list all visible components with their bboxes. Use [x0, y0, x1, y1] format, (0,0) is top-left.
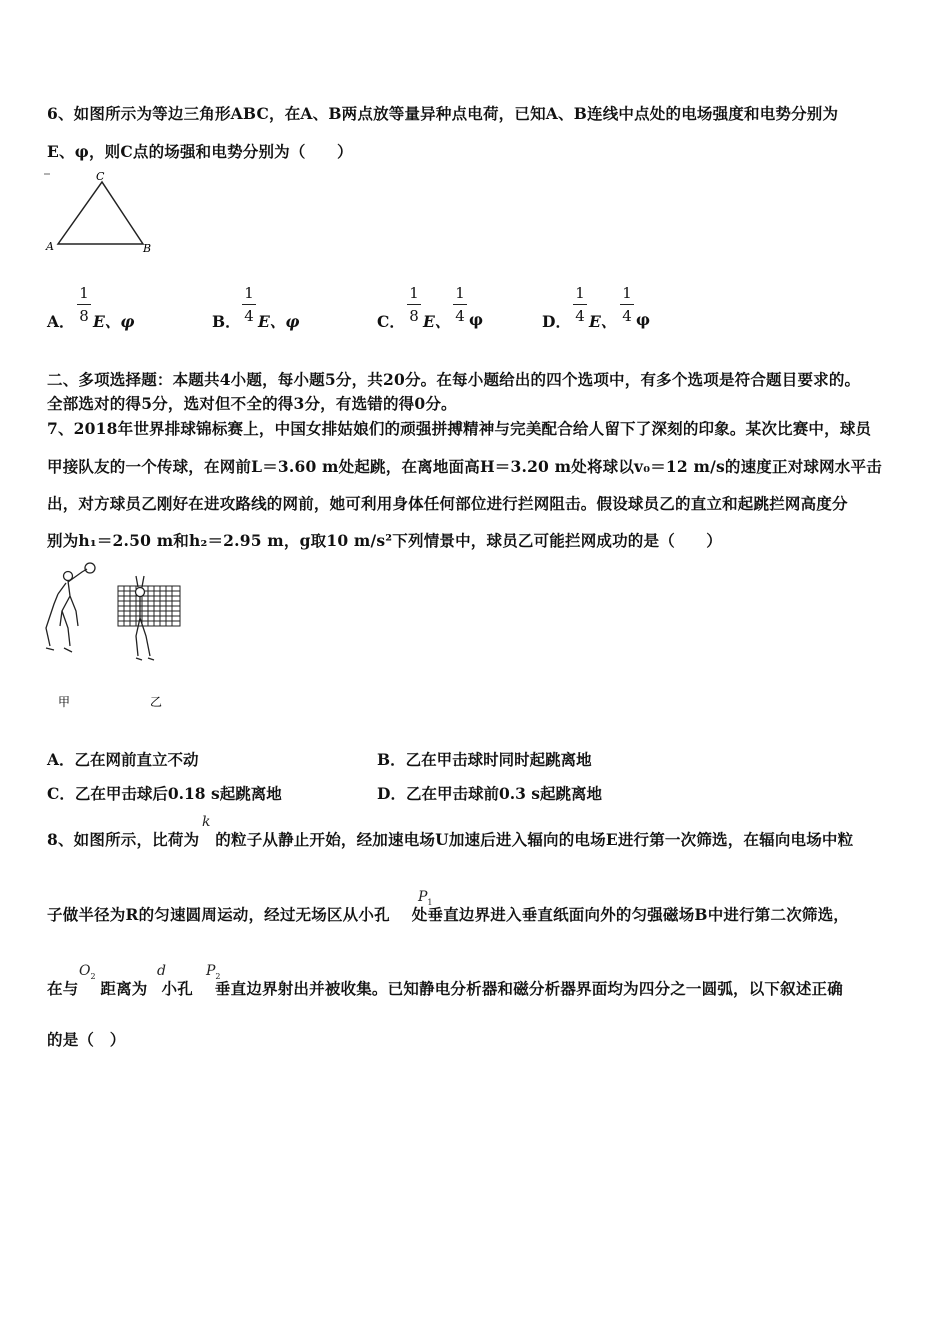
net-drawing — [118, 586, 180, 626]
label-a: A — [46, 240, 54, 253]
option-letter: B． — [212, 312, 241, 331]
q8-line1: 8、如图所示，比荷为 的粒子从静止开始，经加速电场U加速后进入辐向的电场E进行第一次筛选，在辐向电场中粒 — [47, 830, 854, 849]
symbol-d: d — [157, 963, 166, 979]
option-text: E、φ — [93, 312, 135, 331]
fraction: 1 8 — [77, 284, 91, 325]
q6-line2: E、φ，则C点的场强和电势分别为（ ） — [47, 142, 353, 161]
triangle-shape — [58, 182, 143, 244]
fraction: 1 8 — [407, 284, 421, 325]
fraction: 1 4 — [573, 284, 587, 325]
q7-line4: 别为h₁＝2.50 m和h₂＝2.95 m，g取10 m/s²下列情景中，球员乙可能拦网成功的是（ ） — [47, 531, 722, 550]
q7-line1: 7、2018年世界排球锦标赛上，中国女排姑娘们的顽强拼搏精神与完美配合给人留下了深刻的印象。某次比赛中，球员 — [47, 419, 872, 438]
fraction: 1 4 — [242, 284, 256, 325]
q7-option-a[interactable]: A．乙在网前直立不动 — [47, 750, 199, 769]
option-text: φ — [636, 310, 651, 329]
symbol-k: k — [202, 814, 211, 830]
label-c: C — [96, 170, 105, 183]
option-text: E、φ — [258, 312, 300, 331]
option-letter: C． — [377, 312, 405, 331]
q7-option-d[interactable]: D．乙在甲击球前0.3 s起跳离地 — [377, 784, 603, 803]
option-text: E、 — [589, 312, 617, 331]
option-text: E、 — [423, 312, 451, 331]
section2-line2: 全部选对的得5分，选对但不全的得3分，有选错的得0分。 — [47, 394, 457, 413]
option-letter: A． — [47, 312, 75, 331]
q7-line2: 甲接队友的一个传球，在网前L＝3.60 m处起跳，在离地面高H＝3.20 m处将球以v₀＝12 m/s的速度正对球网水平击 — [47, 457, 882, 476]
option-text: φ — [469, 310, 484, 329]
label-jia: 甲 — [58, 695, 71, 709]
symbol-p1: $P_1$ — [418, 889, 433, 907]
player-jia-drawing — [46, 563, 95, 652]
triangle-abc-figure — [40, 168, 160, 260]
q8-line3: 在与 距离为 小孔 垂直边界射出并被收集。已知静电分析器和磁分析器界面均为四分之一圆弧，以下叙述正确 — [47, 979, 843, 998]
volleyball-figure — [40, 556, 200, 716]
player-yi-drawing — [136, 576, 155, 660]
q6-line1: 6、如图所示为等边三角形ABC，在A、B两点放等量异种点电荷，已知A、B连线中点处的电场强度和电势分别为 — [47, 104, 839, 123]
q7-option-c[interactable]: C．乙在甲击球后0.18 s起跳离地 — [47, 784, 282, 803]
option-letter: D． — [542, 312, 571, 331]
label-b: B — [143, 242, 152, 255]
symbol-o2: $O_2$ — [79, 963, 96, 981]
q8-line2: 子做半径为R的匀速圆周运动，经过无场区从小孔 处垂直边界进入垂直纸面向外的匀强磁场B中进行第二次筛选， — [47, 905, 849, 924]
symbol-p2: $P_2$ — [206, 963, 221, 981]
label-yi: 乙 — [150, 695, 163, 709]
fraction: 1 4 — [620, 284, 634, 325]
q7-line3: 出，对方球员乙刚好在进攻路线的网前，她可利用身体任何部位进行拦网阻击。假设球员乙的直立和起跳拦网高度分 — [47, 494, 848, 513]
q8-line4: 的是（ ） — [47, 1030, 126, 1049]
fraction: 1 4 — [453, 284, 467, 325]
section2-line1: 二、多项选择题：本题共4小题，每小题5分，共20分。在每小题给出的四个选项中，有多个选项是符合题目要求的。 — [47, 370, 861, 389]
q7-option-b[interactable]: B．乙在甲击球时同时起跳离地 — [377, 750, 592, 769]
